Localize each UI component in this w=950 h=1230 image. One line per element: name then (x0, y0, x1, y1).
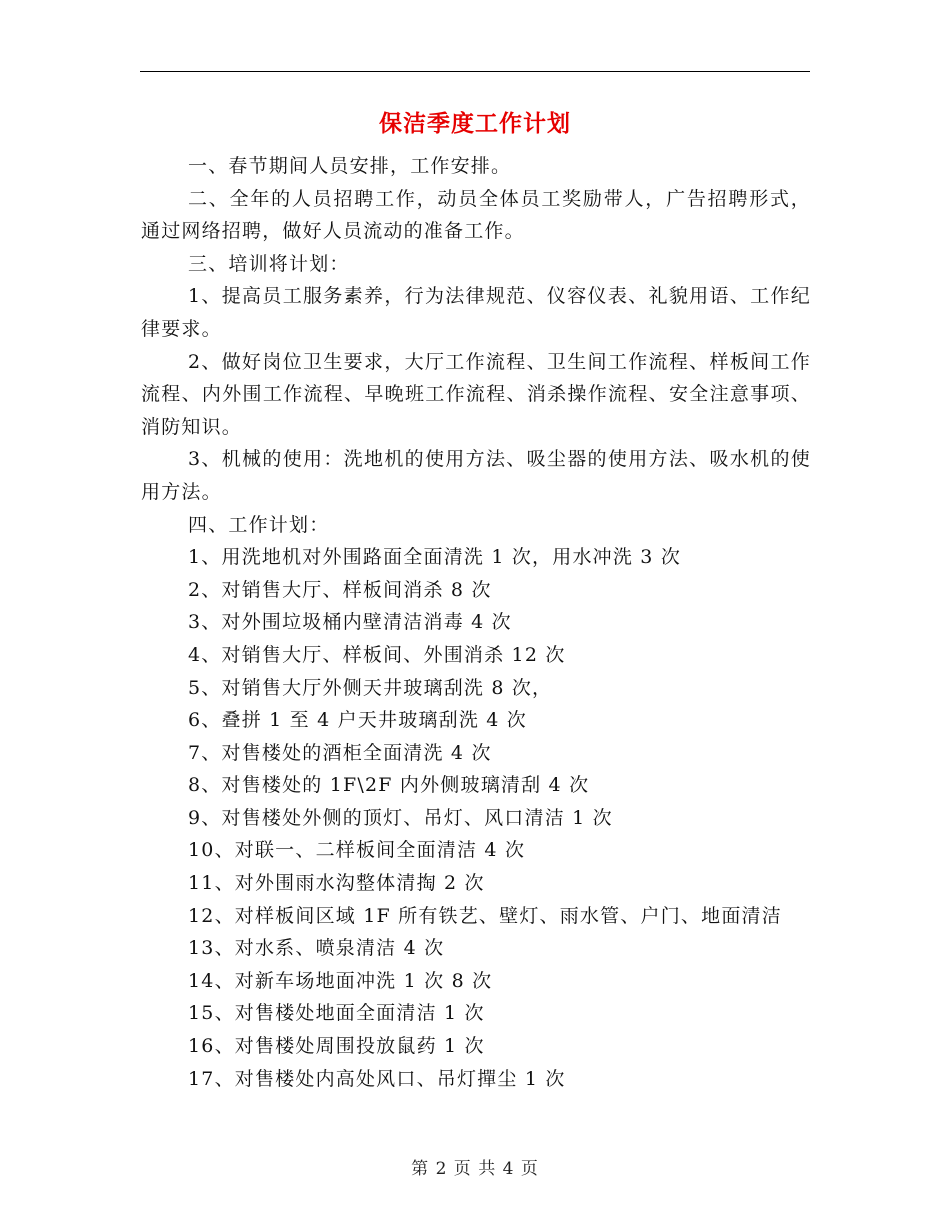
document-title: 保洁季度工作计划 (379, 110, 571, 137)
paragraph: 四、工作计划： (188, 513, 330, 536)
paragraph: 2、做好岗位卫生要求，大厅工作流程、卫生间工作流程、样板间工作流程、内外围工作流程、早晚班工作流程、消杀操作流程、安全注意事项、消防知识。 (141, 350, 811, 438)
list-item: 6、叠拼 1 至 4 户天井玻璃刮洗 4 次 (188, 709, 527, 732)
page-footer (0, 1154, 950, 1179)
list-item: 9、对售楼处外侧的顶灯、吊灯、风口清洁 1 次 (188, 806, 613, 829)
paragraph: 1、提高员工服务素养，行为法律规范、仪容仪表、礼貌用语、工作纪律要求。 (141, 285, 811, 340)
list-item: 4、对销售大厅、样板间、外围消杀 12 次 (188, 643, 566, 666)
list-item: 14、对新车场地面冲洗 1 次 8 次 (188, 969, 493, 992)
paragraph: 三、培训将计划： (188, 252, 350, 275)
list-item: 8、对售楼处的 1F\2F 内外侧玻璃清刮 4 次 (188, 774, 590, 797)
list-item: 5、对销售大厅外侧天井玻璃刮洗 8 次， (188, 676, 553, 699)
list-item: 3、对外围垃圾桶内壁清洁消毒 4 次 (188, 611, 512, 634)
list-item: 17、对售楼处内高处风口、吊灯撣尘 1 次 (188, 1067, 566, 1090)
list-item: 2、对销售大厅、样板间消杀 8 次 (188, 578, 492, 601)
list-item: 10、对联一、二样板间全面清洁 4 次 (188, 839, 526, 862)
document-body (141, 150, 811, 1095)
list-item: 11、对外围雨水沟整体清掏 2 次 (188, 872, 485, 895)
paragraph: 二、全年的人员招聘工作，动员全体员工奖励带人，广告招聘形式，通过网络招聘，做好人员流动的准备工作。 (141, 187, 811, 243)
list-item: 1、用洗地机对外围路面全面清洗 1 次，用水冲洗 3 次 (188, 546, 682, 569)
list-item: 12、对样板间区域 1F 所有铁艺、壁灯、雨水管、户门、地面清洁 (188, 904, 782, 927)
paragraph: 3、机械的使用：洗地机的使用方法、吸尘器的使用方法、吸水机的使用方法。 (141, 448, 811, 503)
paragraph: 一、春节期间人员安排，工作安排。 (188, 155, 512, 177)
list-item: 15、对售楼处地面全面清洁 1 次 (188, 1002, 485, 1025)
list-item: 16、对售楼处周围投放鼠药 1 次 (188, 1035, 485, 1058)
list-item: 13、对水系、喷泉清洁 4 次 (188, 937, 445, 960)
page-number-label: 第 2 页 共 4 页 (411, 1159, 539, 1179)
list-item: 7、对售楼处的酒柜全面清洗 4 次 (188, 741, 492, 764)
header-rule (140, 71, 810, 72)
